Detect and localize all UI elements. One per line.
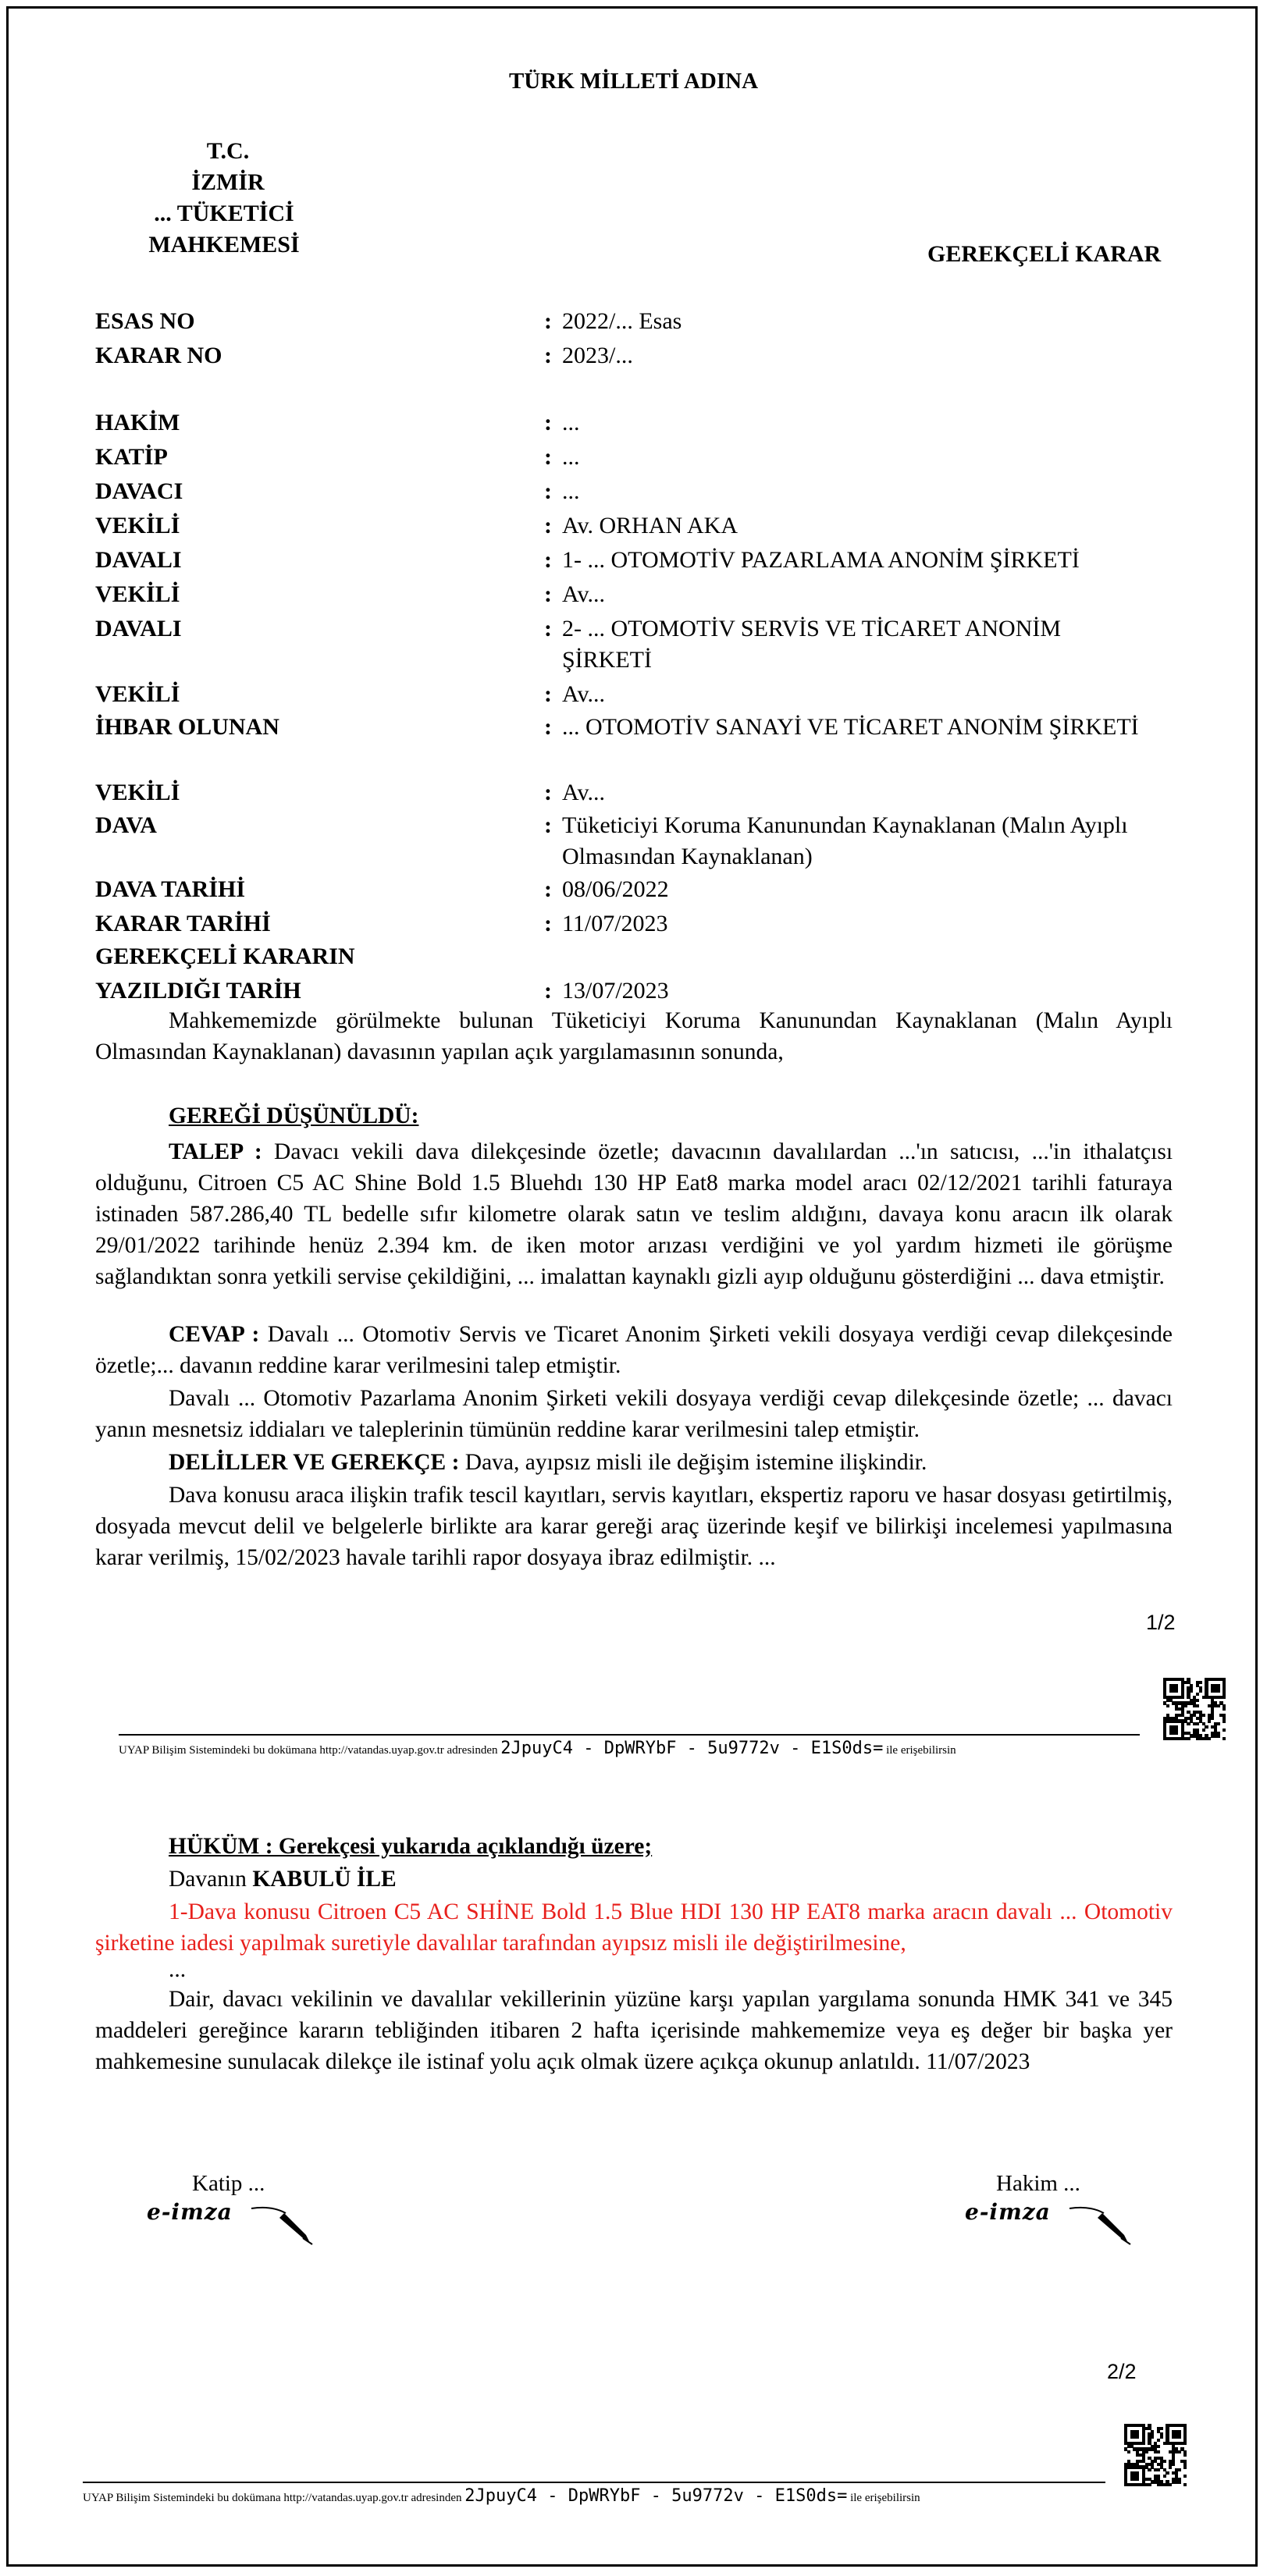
kabul-bold: KABULÜ İLE	[252, 1867, 397, 1892]
page-number-2: 2/2	[1107, 2360, 1137, 2383]
case-info-label: VEKİLİ	[95, 513, 180, 538]
case-info-colon: :	[544, 513, 552, 538]
cevap-label: CEVAP :	[169, 1322, 260, 1347]
case-info-colon: :	[544, 410, 552, 435]
case-info-label: KATİP	[95, 444, 168, 470]
case-info-value: 13/07/2023	[562, 978, 669, 1004]
footer-1	[119, 1739, 956, 1758]
footer-suffix-1: ile erişebilirsin	[886, 1744, 956, 1757]
hukum-heading: HÜKÜM : Gerekçesi yukarıda açıklandığı üzere;	[169, 1834, 653, 1859]
case-info-label: DAVACI	[95, 478, 183, 504]
closing-paragraph	[95, 1984, 1173, 2077]
verification-code-2: 2JpuyC4 - DpWRYbF - 5u9772v - E1S0ds=	[464, 2486, 848, 2506]
deliller-paragraph	[95, 1447, 1173, 1478]
case-info-value: ... OTOMOTİV SANAYİ VE TİCARET ANONİM ŞİRKETİ	[562, 714, 1139, 740]
page-number-1: 1/2	[1146, 1611, 1176, 1634]
kabul-line	[169, 1864, 397, 1895]
court-line-tc: T.C.	[206, 138, 250, 164]
verification-code-1: 2JpuyC4 - DpWRYbF - 5u9772v - E1S0ds=	[500, 1739, 884, 1758]
footer-text-2: UYAP Bilişim Sistemindeki bu dokümana http://vatandas.uyap.gov.tr adresinden	[83, 2492, 462, 2504]
case-info-colon: :	[544, 581, 552, 607]
pen-icon	[1066, 2202, 1134, 2246]
case-info-label: GEREKÇELİ KARARIN	[95, 943, 355, 969]
court-line-name: ... TÜKETİCİ MAHKEMESİ	[148, 201, 300, 258]
deliller2-text: Dava konusu araca ilişkin trafik tescil kayıtları, servis kayıtları, ekspertiz raporu ve hasar dosyası getirtilmiş, dosyada mevcut delil ve belgelerle birlikte ara karar gereği araç üzerinde keşif ve bilirkişi incelemesi yapılmasına karar verilmiş, 15/02/2023 havale tarihli rapor dosyaya ibraz edilmiştir. ...	[95, 1483, 1173, 1570]
case-info-label: İHBAR OLUNAN	[95, 714, 279, 740]
case-info-colon: :	[544, 308, 552, 334]
talep-text: Davacı vekili dava dilekçesinde özetle; davacının davalılardan ...'ın satıcısı, ...'in ithalatçısı olduğunu, Citroen C5 AC Shine Bold 1.5 Bluehdı 130 HP Eat8 marka model aracı 02/12/2021 tarihli faturaya istinaden 587.286,40 TL bedelle sıfır kilometre olarak satın ve teslim aldığını, davaya konu aracın ilk olarak 29/01/2022 tarihinde henüz 2.394 km. de iken motor arızası verdiğini ve yol yardım hizmeti ile görüşme sağlandıktan sonra yetkili servise çekildiğini, ... imalattan kaynaklı gizli ayıp olduğunu gösterdiğini ... dava etmiştir.	[95, 1139, 1173, 1289]
case-info-colon: :	[544, 876, 552, 902]
decision-text: 1-Dava konusu Citroen C5 AC SHİNE Bold 1.5 Blue HDI 130 HP EAT8 marka aracın davalı ... Otomotiv şirketine iadesi yapılmak suretiyle davalılar tarafından ayıpsız misli ile değiştirilmesine,	[95, 1899, 1173, 1956]
case-info-label: VEKİLİ	[95, 780, 180, 805]
case-info-colon: :	[544, 478, 552, 504]
case-info-value: 2- ... OTOMOTİV SERVİS VE TİCARET ANONİM ŞİRKETİ	[562, 616, 1062, 673]
deliller-text: Dava, ayıpsız misli ile değişim istemine ilişkindir.	[464, 1450, 927, 1475]
case-info-value: 1- ... OTOMOTİV PAZARLAMA ANONİM ŞİRKETİ	[562, 547, 1080, 573]
decision-item-1	[95, 1896, 1173, 1959]
pen-icon	[248, 2202, 315, 2246]
case-info-colon: :	[544, 911, 552, 936]
case-info-label: VEKİLİ	[95, 581, 180, 607]
clerk-label: Katip ...	[192, 2171, 265, 2196]
case-info-label: DAVA TARİHİ	[95, 876, 246, 902]
case-info-value: Av. ORHAN AKA	[562, 513, 738, 538]
case-info-label: KARAR NO	[95, 343, 222, 368]
footer-suffix-2: ile erişebilirsin	[850, 2492, 920, 2504]
case-info-colon: :	[544, 780, 552, 805]
clerk-esign: e-imza	[147, 2199, 233, 2225]
case-info-label: HAKİM	[95, 410, 180, 435]
case-info-value: Av...	[562, 681, 605, 707]
talep-paragraph	[95, 1136, 1173, 1292]
case-info-label: DAVALI	[95, 616, 182, 641]
case-info-value: Av...	[562, 780, 605, 805]
deliller2-paragraph	[95, 1480, 1173, 1573]
court-header	[95, 136, 361, 261]
case-info-colon: :	[544, 812, 552, 838]
case-info-value: ...	[562, 478, 580, 504]
case-info-value: 2023/...	[562, 343, 633, 368]
case-info-colon: :	[544, 444, 552, 470]
deliller-label: DELİLLER VE GEREKÇE :	[169, 1450, 460, 1475]
doc-type: GEREKÇELİ KARAR	[927, 241, 1162, 267]
cevap-paragraph	[95, 1319, 1173, 1381]
case-info-colon: :	[544, 616, 552, 641]
case-info-value: 2022/... Esas	[562, 308, 682, 334]
judge-esign: e-imza	[965, 2199, 1051, 2225]
intro-paragraph	[95, 1005, 1173, 1068]
intro-text: Mahkememizde görülmekte bulunan Tüketiciyi Koruma Kanunundan Kaynaklanan (Malın Ayıplı Olmasından Kaynaklanan) davasının yapılan açık yargılamasının sonunda,	[95, 1008, 1173, 1064]
talep-label: TALEP :	[169, 1139, 262, 1164]
case-info-value: ...	[562, 444, 580, 470]
kabul-prefix: Davanın	[169, 1867, 247, 1892]
case-info-label: KARAR TARİHİ	[95, 911, 271, 936]
deliberation-heading: GEREĞİ DÜŞÜNÜLDÜ:	[169, 1103, 419, 1128]
nation-heading: TÜRK MİLLETİ ADINA	[508, 69, 759, 94]
case-info-colon: :	[544, 681, 552, 707]
footer-rule-2	[83, 2482, 1105, 2483]
case-info-value: 11/07/2023	[562, 911, 668, 936]
case-info-label: VEKİLİ	[95, 681, 180, 707]
case-info-label: YAZILDIĞI TARİH	[95, 978, 301, 1004]
case-info-value: Av...	[562, 581, 605, 607]
case-info-colon: :	[544, 343, 552, 368]
court-line-city: İZMİR	[191, 169, 265, 195]
case-info-colon: :	[544, 714, 552, 740]
closing-text: Dair, davacı vekilinin ve davalılar vekillerinin yüzüne karşı yapılan yargılama sonunda HMK 341 ve 345 maddeleri gereğince kararın tebliğinden itibaren 2 hafta içerisinde mahkememize veya eş değer bir başka yer mahkemesine sunulacak dilekçe ile istinaf yolu açık olmak üzere açıkça okunup anlatıldı. 11/07/2023	[95, 1987, 1173, 2074]
qr-code-icon	[1124, 2424, 1187, 2486]
cevap-text: Davalı ... Otomotiv Servis ve Ticaret Anonim Şirketi vekili dosyaya verdiği cevap dilekçesinde özetle;... davanın reddine karar verilmesini talep etmiştir.	[95, 1322, 1173, 1378]
judge-label: Hakim ...	[996, 2171, 1080, 2196]
case-info-label: ESAS NO	[95, 308, 195, 334]
case-info-label: DAVA	[95, 812, 157, 838]
footer-2	[83, 2486, 920, 2506]
qr-code-icon	[1163, 1678, 1226, 1740]
footer-rule-1	[119, 1734, 1140, 1736]
case-info-value: ...	[562, 410, 580, 435]
case-info-value: Tüketiciyi Koruma Kanunundan Kaynaklanan (Malın Ayıplı Olmasından Kaynaklanan)	[562, 812, 1128, 869]
cevap2-text: Davalı ... Otomotiv Pazarlama Anonim Şirketi vekili dosyaya verdiği cevap dilekçesinde özetle; ... davacı yanın mesnetsiz iddiaları ve taleplerinin tümünün reddine karar verilmesini talep etmiştir.	[95, 1386, 1173, 1442]
case-info-colon: :	[544, 547, 552, 573]
case-info-colon: :	[544, 978, 552, 1004]
case-info-label: DAVALI	[95, 547, 182, 573]
case-info-value: 08/06/2022	[562, 876, 669, 902]
footer-text-1: UYAP Bilişim Sistemindeki bu dokümana http://vatandas.uyap.gov.tr adresinden	[119, 1744, 498, 1757]
decision-ellipsis: ...	[169, 1957, 187, 1982]
cevap2-paragraph	[95, 1383, 1173, 1445]
